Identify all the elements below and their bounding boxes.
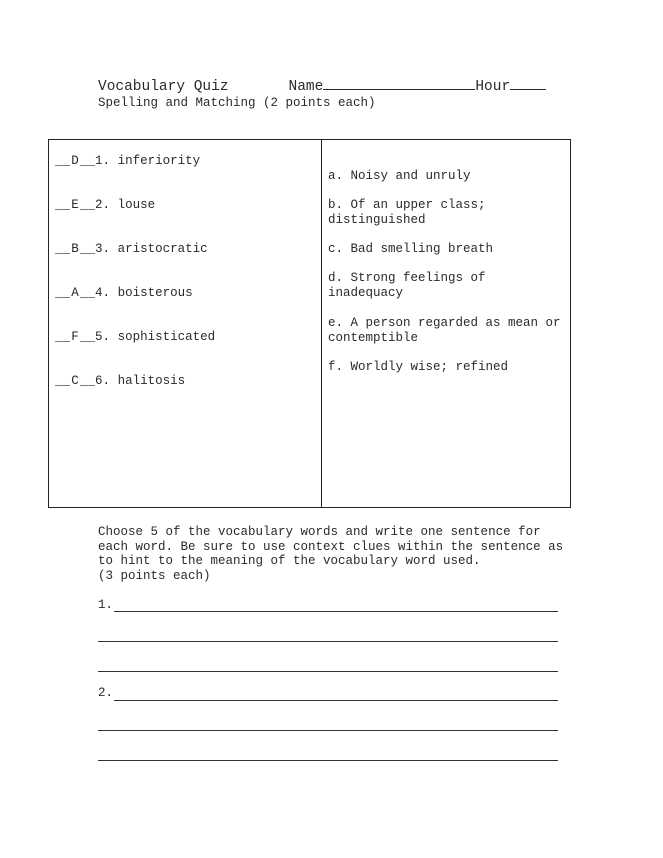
sentence-number-1: 1. — [98, 598, 114, 612]
instructions-text: Choose 5 of the vocabulary words and write one sentence for each word. Be sure to use context clues within the sentence as to hint to the meaning of the vocabulary word used. — [98, 525, 564, 569]
sentence-number-2: 2. — [98, 686, 114, 700]
vocab-word: sophisticated — [117, 330, 216, 344]
vocab-word: boisterous — [117, 286, 193, 300]
answer-line[interactable] — [114, 611, 558, 612]
answer-line[interactable] — [98, 760, 558, 761]
answer-blank[interactable]: F — [71, 330, 79, 344]
table-divider — [321, 140, 322, 507]
matching-item: __D__1. inferiority — [55, 154, 201, 168]
definition-c: c. Bad smelling breath — [328, 242, 494, 256]
answer-blank[interactable]: C — [71, 374, 79, 388]
vocab-word: louse — [117, 198, 156, 212]
vocab-word: aristocratic — [117, 242, 208, 256]
matching-item: __F__5. sophisticated — [55, 330, 216, 344]
definition-f: f. Worldly wise; refined — [328, 360, 509, 374]
definition-b: b. Of an upper class; distinguished — [328, 198, 486, 227]
definition-a: a. Noisy and unruly — [328, 169, 471, 183]
answer-blank[interactable]: B — [71, 242, 79, 256]
definition-d: d. Strong feelings of inadequacy — [328, 271, 486, 300]
answer-line[interactable] — [114, 700, 558, 701]
matching-item: __A__4. boisterous — [55, 286, 193, 300]
answer-blank[interactable]: D — [71, 154, 79, 168]
answer-line[interactable] — [98, 641, 558, 642]
sentence-instructions — [98, 525, 568, 583]
matching-item: __C__6. halitosis — [55, 374, 186, 388]
points-note: (3 points each) — [98, 568, 211, 583]
name-label: Name — [288, 79, 324, 95]
quiz-subtitle: Spelling and Matching (2 points each) — [98, 96, 376, 110]
hour-blank[interactable] — [510, 77, 546, 90]
name-blank[interactable] — [323, 77, 475, 90]
definition-e: e. A person regarded as mean or contemptible — [328, 316, 561, 345]
matching-table — [48, 139, 571, 508]
answer-blank[interactable]: A — [71, 286, 79, 300]
answer-blank[interactable]: E — [71, 198, 79, 212]
answer-line[interactable] — [98, 730, 558, 731]
quiz-title: Vocabulary Quiz — [98, 79, 229, 95]
vocab-word: inferiority — [117, 154, 201, 168]
matching-item: __B__3. aristocratic — [55, 242, 208, 256]
matching-item: __E__2. louse — [55, 198, 156, 212]
vocab-word: halitosis — [117, 374, 186, 388]
answer-line[interactable] — [98, 671, 558, 672]
hour-label: Hour — [475, 79, 511, 95]
quiz-header — [98, 77, 546, 95]
